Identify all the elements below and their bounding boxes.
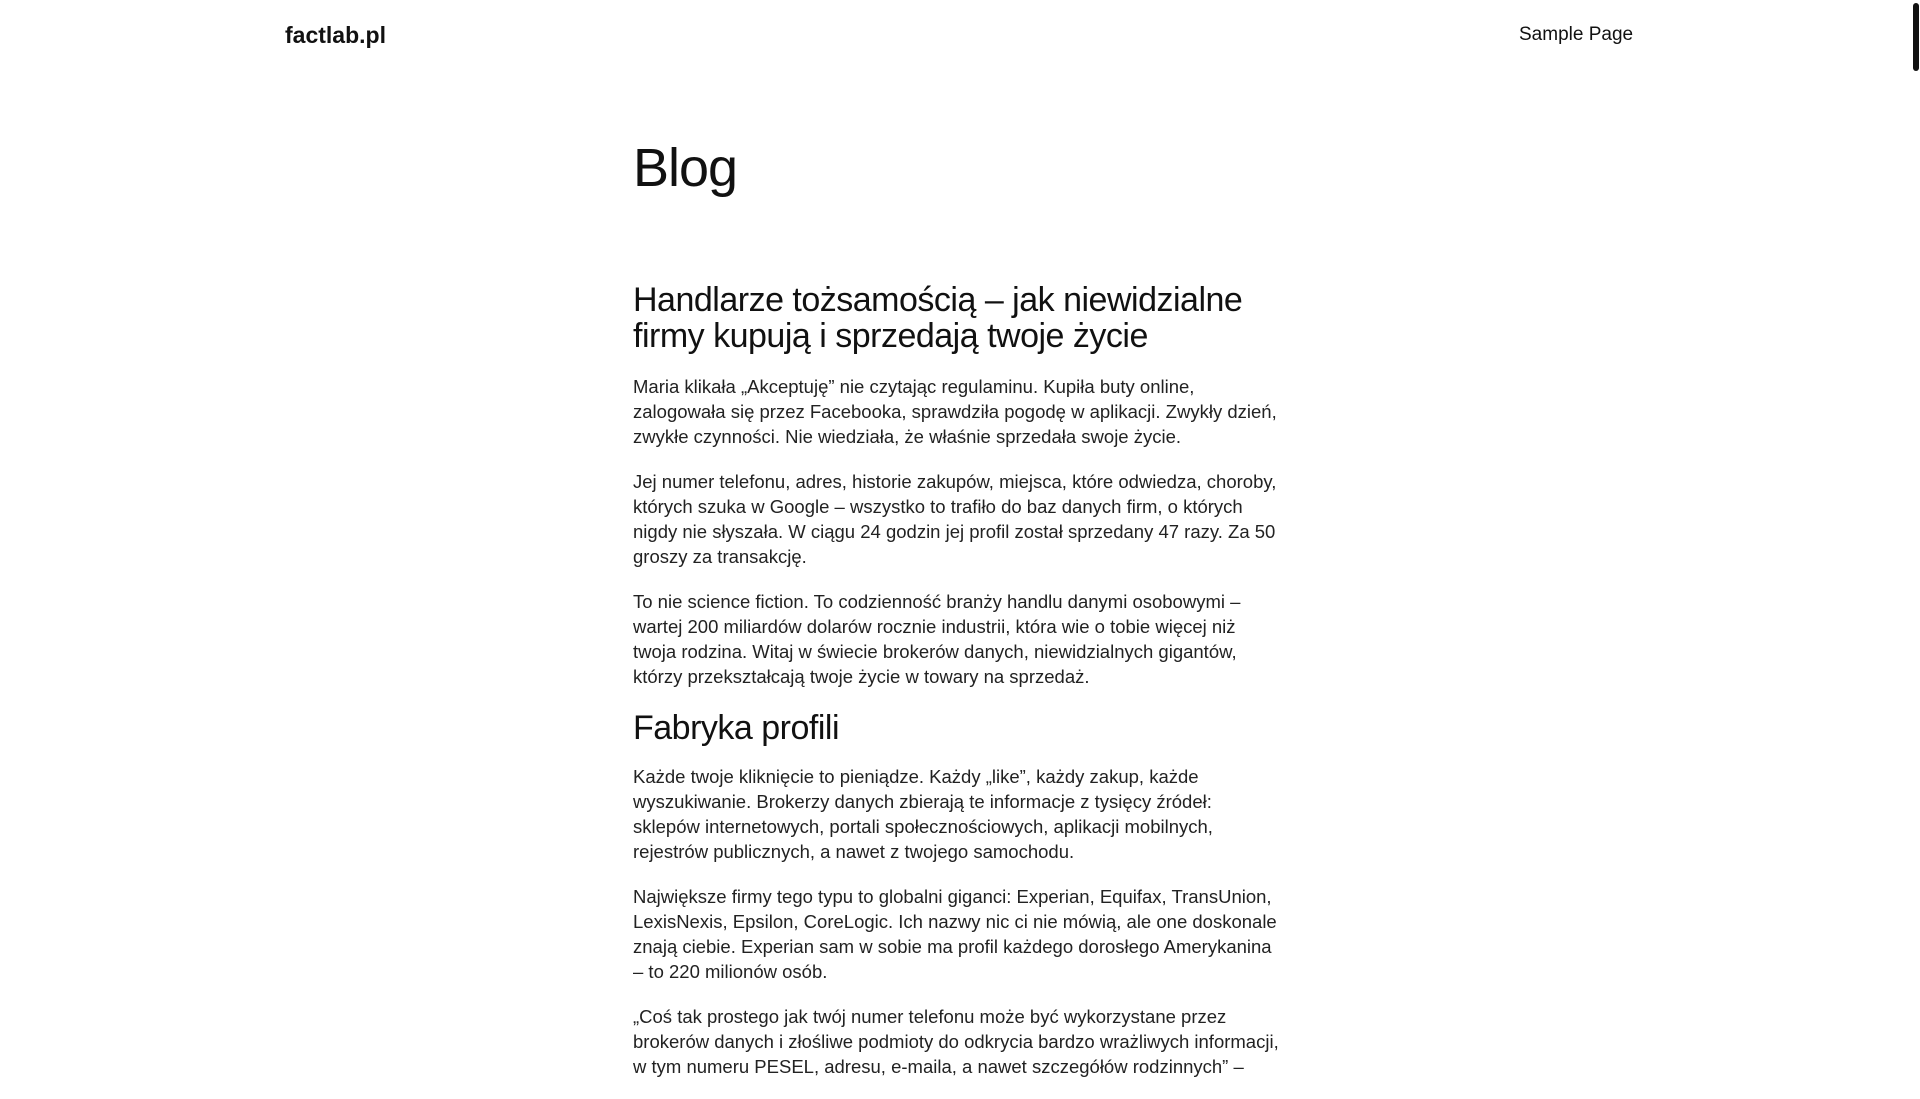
nav-link-sample-page[interactable]: Sample Page	[1519, 24, 1634, 45]
post-paragraph: Maria klikała „Akceptuję” nie czytając regulaminu. Kupiła buty online, zalogowała się przez Facebooka, sprawdziła pogodę w aplikacji. Zwykły dzień, zwykłe czynności. Nie wiedziała, że właśnie sprzedała swoje życie.	[633, 376, 1277, 447]
post-paragraph: Największe firmy tego typu to globalni giganci: Experian, Equifax, TransUnion, LexisNexis, Epsilon, CoreLogic. Ich nazwy nic ci nie mówią, ale one doskonale znają ciebie. Experian sam w sobie ma profil każdego dorosłego Amerykanina – to 220 milionów osób.	[633, 886, 1277, 982]
scrollbar-thumb[interactable]	[1913, 3, 1919, 71]
post-body	[633, 374, 1283, 1099]
page-title: Blog	[633, 138, 738, 198]
post-paragraph: To nie science fiction. To codzienność branży handlu danymi osobowymi – wartej 200 miliardów dolarów rocznie industrii, która wie o tobie więcej niż twoja rodzina. Witaj w świecie brokerów danych, niewidzialnych gigantów, którzy przekształcają twoje życie w towary na sprzedaż.	[633, 591, 1241, 687]
post-title-link[interactable]: Handlarze tożsamością – jak niewidzialne firmy kupują i sprzedają twoje życie	[633, 281, 1243, 355]
post-paragraph: Jej numer telefonu, adres, historie zakupów, miejsca, które odwiedza, choroby, których szuka w Google – wszystko to trafiło do baz danych firm, o których nigdy nie słyszała. W ciągu 24 godzin jej profil został sprzedany 47 razy. Za 50 groszy za transakcję.	[633, 471, 1277, 567]
section-heading: Fabryka profili	[633, 709, 840, 747]
post-paragraph: „Coś tak prostego jak twój numer telefonu może być wykorzystane przez brokerów danych i złośliwe podmioty do odkrycia bardzo wrażliwych informacji, w tym numeru PESEL, adresu, e-maila, a nawet szczegółów rodzinnych” –	[633, 1006, 1279, 1077]
site-title-link[interactable]: factlab.pl	[285, 22, 386, 48]
main-content	[633, 130, 1283, 1077]
post-paragraph: Każde twoje kliknięcie to pieniądze. Każdy „like”, każdy zakup, każde wyszukiwanie. Brokerzy danych zbierają te informacje z tysięcy źródeł: sklepów internetowych, portali społecznościowych, aplikacji mobilnych, rejestrów publicznych, a nawet z twojego samochodu.	[633, 766, 1213, 862]
site-header	[0, 0, 1920, 70]
